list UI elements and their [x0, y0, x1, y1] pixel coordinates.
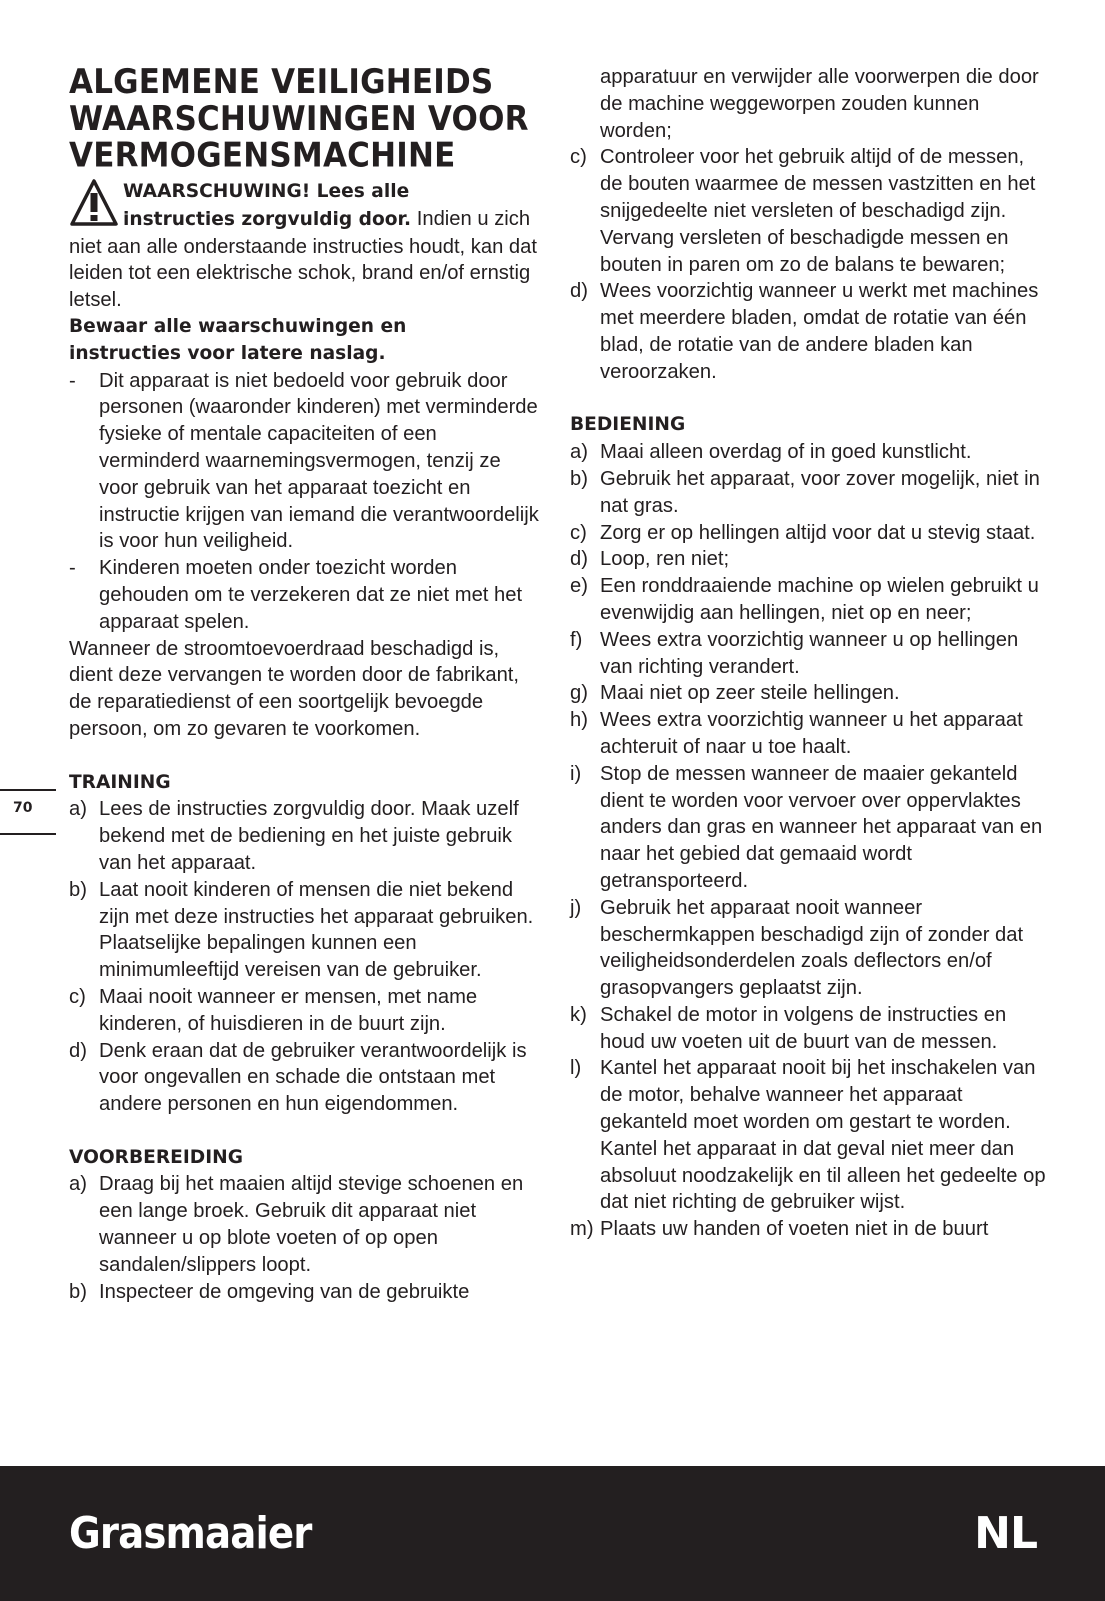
list-marker: -	[69, 557, 76, 580]
list-item-text: Wees extra voorzichtig wanneer u het apparaat achteruit of naar u toe haalt.	[600, 709, 1023, 758]
warning-heading-2: instructies zorgvuldig door.	[123, 208, 412, 230]
list-marker: b)	[69, 1280, 87, 1303]
list-marker: f)	[570, 628, 583, 651]
list-item-text: Lees de instructies zorgvuldig door. Maak uzelf bekend met de bediening en het juiste gebruik van het apparaat.	[99, 798, 519, 874]
footer-language-code: NL	[974, 1508, 1037, 1559]
list-item-text: Maai nooit wanneer er mensen, met name kinderen, of huisdieren in de buurt zijn.	[99, 985, 478, 1035]
list-marker: a)	[69, 798, 87, 821]
list-item	[69, 555, 539, 635]
list-item-text: Kantel het apparaat nooit bij het inschakelen van de motor, behalve wanneer het apparaat gekanteld moet worden om gestart te worden. Kantel het apparaat in dat geval niet meer dan absoluut noodzakelijk en til alleen het gedeelte op dat niet richting de gebruiker wijst.	[600, 1057, 1046, 1214]
page-title	[69, 64, 539, 174]
warning-text-lead: Indien	[411, 207, 472, 230]
list-item	[69, 796, 539, 876]
list-item	[69, 1279, 539, 1306]
list-marker: m)	[570, 1218, 594, 1241]
list-marker: l)	[570, 1057, 582, 1080]
list-item-text: Controleer voor het gebruik altijd of de messen, de bouten waarmee de messen vastzitten en het snijgedeelte niet versleten of beschadigd zijn. Vervang versleten of beschadigde messen en bouten in paren om zo de balans te bewaren;	[600, 146, 1036, 276]
operation-list	[570, 439, 1048, 1243]
list-item-text: Gebruik het apparaat, voor zover mogelijk, niet in nat gras.	[600, 467, 1040, 517]
list-marker: i)	[570, 762, 582, 785]
list-item-text: Wees extra voorzichtig wanneer u op hellingen van richting verandert.	[600, 628, 1019, 678]
footer-bar	[0, 1466, 1105, 1601]
warning-text-body: u zich niet aan alle onderstaande instructies houdt, kan dat leiden tot een elektrische schok, brand en/of ernstig letsel.	[69, 207, 537, 312]
keep-notice-line-1: Bewaar alle waarschuwingen en	[69, 315, 407, 337]
operation-heading: BEDIENING	[570, 414, 686, 436]
preparation-list-continued	[570, 64, 1048, 386]
page-number: 70	[13, 800, 33, 816]
list-item-text: Plaats uw handen of voeten niet in de buurt	[600, 1218, 989, 1241]
list-marker: c)	[69, 985, 86, 1008]
list-item	[570, 520, 1048, 547]
list-item-text: Maai alleen overdag of in goed kunstlicht.	[600, 441, 972, 464]
list-item-text: Wees voorzichtig wanneer u werkt met machines met meerdere bladen, omdat de rotatie van één blad, de rotatie van de andere bladen kan veroorzaken.	[600, 280, 1039, 383]
list-item	[69, 984, 539, 1038]
list-item	[570, 707, 1048, 761]
list-item-text: Gebruik het apparaat nooit wanneer beschermkappen beschadigd zijn of zonder dat veiligheidsonderdelen zoals deflectors en/of grasopvangers geplaatst zijn.	[600, 896, 1024, 1000]
list-item	[570, 1055, 1048, 1216]
list-item	[570, 439, 1048, 466]
preparation-list	[69, 1171, 539, 1305]
title-line-2: WAARSCHUWINGEN VOOR	[69, 99, 529, 139]
keep-instructions-notice	[69, 314, 539, 368]
list-item	[570, 1216, 1048, 1243]
list-item-text: Inspecteer de omgeving van de gebruikte	[99, 1280, 470, 1303]
title-line-3: VERMOGENSMACHINE	[69, 136, 456, 176]
list-item	[69, 877, 539, 984]
right-column	[570, 64, 1048, 1243]
list-marker: d)	[69, 1039, 87, 1062]
list-marker: d)	[570, 548, 588, 571]
list-item	[570, 627, 1048, 681]
list-item-text: Schakel de motor in volgens de instructies en houd uw voeten uit de buurt van de messen.	[600, 1003, 1007, 1053]
list-item	[570, 278, 1048, 385]
list-marker: b)	[69, 878, 87, 901]
list-item-text: Laat nooit kinderen of mensen die niet bekend zijn met deze instructies het apparaat gebruiken. Plaatselijke bepalingen kunnen een minimumleeftijd vereisen van de gebruiker.	[99, 878, 534, 982]
warning-text	[69, 178, 539, 314]
training-list	[69, 796, 539, 1118]
warning-triangle-icon	[69, 178, 119, 230]
warning-block	[69, 178, 539, 314]
list-marker: a)	[69, 1173, 87, 1196]
list-marker: k)	[570, 1003, 587, 1026]
list-marker: h)	[570, 709, 588, 732]
list-item-text: Een ronddraaiende machine op wielen gebruikt u evenwijdig aan hellingen, niet op en neer;	[600, 575, 1039, 624]
keep-notice-line-2: instructies voor latere naslag.	[69, 342, 386, 364]
page-number-rule-top	[0, 789, 56, 791]
preparation-heading: VOORBEREIDING	[69, 1146, 243, 1168]
list-marker: c)	[570, 521, 587, 544]
list-item	[69, 1038, 539, 1118]
list-item	[570, 761, 1048, 895]
list-item	[570, 1002, 1048, 1056]
list-item-continuation	[570, 64, 1048, 144]
power-cord-paragraph: Wanneer de stroomtoevoerdraad beschadigd is, dient deze vervangen te worden door de fabrikant, de reparatiedienst of een soortgelijk bevoegde persoon, om zo gevaren te voorkomen.	[69, 637, 520, 740]
list-item-text: Denk eraan dat de gebruiker verantwoordelijk is voor ongevallen en schade die ontstaan met andere personen en hun eigendommen.	[99, 1039, 527, 1116]
left-column	[69, 64, 539, 1305]
list-item	[570, 546, 1048, 573]
list-marker: b)	[570, 467, 588, 490]
warning-heading: WAARSCHUWING! Lees alle	[123, 181, 410, 202]
list-item-text: Draag bij het maaien altijd stevige schoenen en een lange broek. Gebruik dit apparaat niet wanneer u op blote voeten of op open sandalen/slippers loopt.	[99, 1173, 524, 1276]
list-item	[69, 368, 539, 556]
list-marker: c)	[570, 146, 587, 169]
list-marker: j)	[570, 896, 582, 919]
general-dash-list	[69, 368, 539, 636]
training-heading: TRAINING	[69, 771, 171, 793]
list-item	[69, 1171, 539, 1278]
list-item	[570, 466, 1048, 520]
page-number-rule-bottom	[0, 833, 56, 835]
title-line-1: ALGEMENE VEILIGHEIDS	[69, 62, 494, 102]
list-marker: d)	[570, 280, 588, 303]
list-item-text: Kinderen moeten onder toezicht worden gehouden om te verzekeren dat ze niet met het apparaat spelen.	[99, 557, 523, 633]
list-item-text: Loop, ren niet;	[600, 548, 730, 571]
list-item-text: apparatuur en verwijder alle voorwerpen die door de machine weggeworpen zouden kunnen worden;	[600, 66, 1039, 142]
list-item-text: Maai niet op zeer steile hellingen.	[600, 682, 900, 705]
list-marker: -	[69, 369, 76, 392]
list-item	[570, 144, 1048, 278]
list-item	[570, 680, 1048, 707]
list-marker: a)	[570, 441, 588, 464]
list-item	[570, 573, 1048, 627]
footer-product-name: Grasmaaier	[69, 1508, 312, 1559]
list-item-text: Dit apparaat is niet bedoeld voor gebruik door personen (waaronder kinderen) met verminderde fysieke of mentale capaciteiten of een verminderd waarnemingsvermogen, tenzij ze voor gebruik van het apparaat toezicht en instructie krijgen van iemand die verantwoordelijk is voor hun veiligheid.	[99, 369, 539, 553]
list-item	[570, 895, 1048, 1002]
list-marker: e)	[570, 575, 588, 598]
list-marker: g)	[570, 682, 588, 705]
list-item-text: Stop de messen wanneer de maaier gekanteld dient te worden voor vervoer over oppervlaktes anders dan gras en wanneer het apparaat van en naar het gebied dat gemaaid wordt getransporteerd.	[600, 762, 1043, 892]
list-item-text: Zorg er op hellingen altijd voor dat u stevig staat.	[600, 521, 1036, 544]
